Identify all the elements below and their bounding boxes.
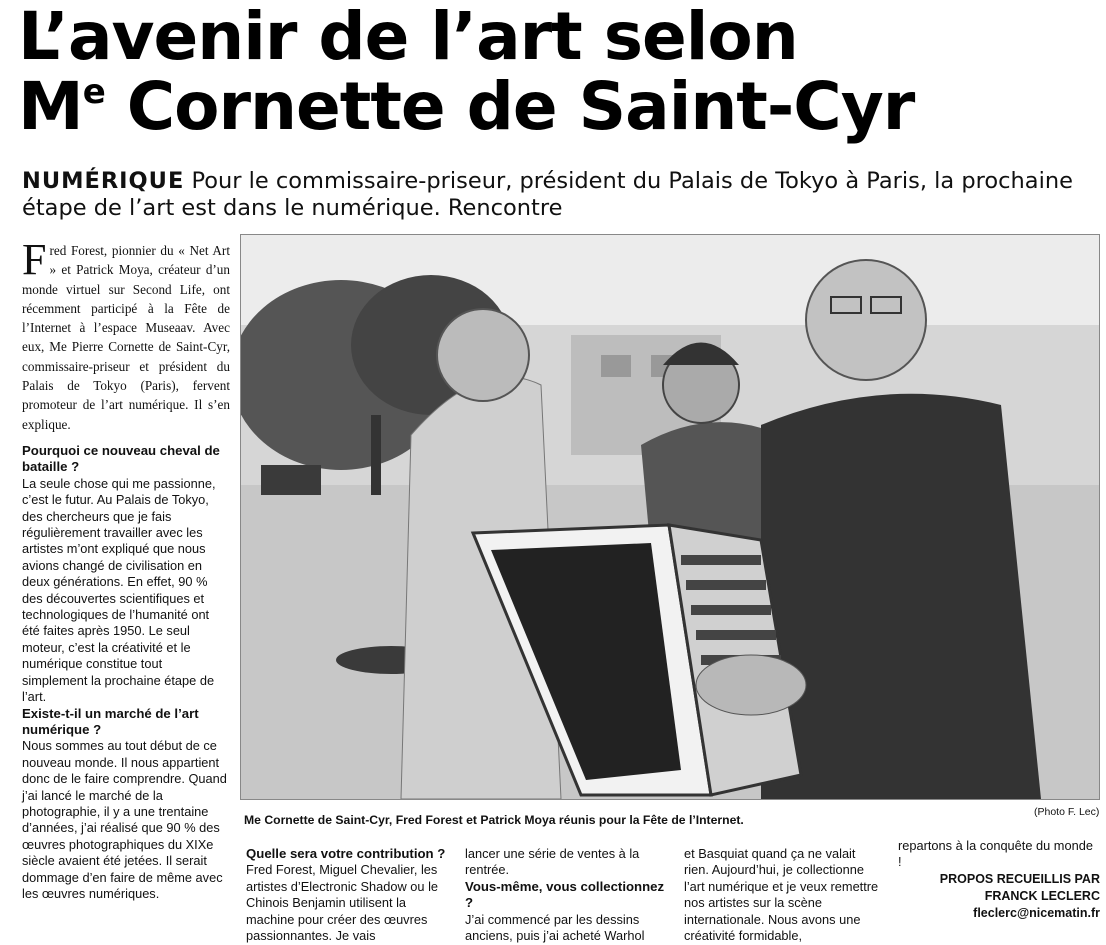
photo-credit: (Photo F. Lec): [1034, 806, 1100, 818]
byline-author: FRANCK LECLERC: [984, 888, 1100, 903]
column-3: [465, 846, 665, 944]
answer-1: La seule chose qui me passionne, c’est le futur. Au Palais de Tokyo, des chercheurs que je fais régulièrement travailler avec les artistes m’ont expliqué que nous avions changé de civilisation en deux générations. En effet, 90 % des découvertes scientifiques et technologiques de l’humanité ont été faites après 1950. Le seul moteur, c’est la créativité et le numérique constitue tout simplement la prochaine étape de l’art.: [22, 475, 216, 705]
answer-2: Nous sommes au tout début de ce nouveau monde. Il nous appartient donc de le faire comprendre. Quand j’ai lancé le marché de la photographie, il y a une trentaine d’années, j’ai réalisé que 90 % des œuvres photographiques du XIXe siècle avaient été jetées. Il serait dommage d’en faire de même avec les œuvres numériques.: [22, 738, 227, 901]
headline-superscript: e: [82, 72, 105, 112]
question-2: Existe-t-il un marché de l’art numérique ?: [22, 705, 199, 737]
headline-line-1: L’avenir de l’art selon: [18, 0, 798, 75]
answer-4-continued: et Basquiat quand ça ne valait rien. Aujourd’hui, je collectionne l’art numérique et je veux remettre nos artistes sur la scène internationale. Nous avons une créativité formidable,: [684, 846, 879, 944]
column-4: [684, 846, 882, 944]
intro-text: red Forest, pionnier du « Net Art » et Patrick Moya, créateur d’un monde virtuel sur Second Life, ont récemment participé à la Fête de l’Internet à l’espace Museaav. Avec eux, Me Pierre Cornette de Saint-Cyr, commissaire-priseur et président du Palais de Tokyo (Paris), fervent promoteur de l’art numérique. Il s’en explique.: [22, 243, 230, 432]
kicker: NUMÉRIQUE: [22, 168, 185, 194]
answer-3-continued: lancer une série de ventes à la rentrée.: [465, 846, 640, 878]
article-photo: [240, 234, 1100, 800]
standfirst-text: Pour le commissaire-priseur, président du Palais de Tokyo à Paris, la prochaine étape de l’art est dans le numérique. Rencontre: [22, 168, 1073, 221]
drop-cap: F: [22, 235, 47, 284]
headline: [18, 0, 1098, 145]
question-1: Pourquoi ce nouveau cheval de bataille ?: [22, 443, 220, 475]
byline-intro: PROPOS RECUEILLIS PAR: [939, 871, 1100, 886]
headline-line-2-rest: Cornette de Saint-Cyr: [104, 68, 915, 145]
answer-4: J’ai commencé par les dessins anciens, puis j’ai acheté Warhol: [465, 911, 645, 944]
column-1: [22, 443, 230, 902]
answer-4-end: repartons à la conquête du monde !: [898, 838, 1093, 870]
author-email: fleclerc@nicematin.fr: [973, 905, 1100, 920]
answer-3: Fred Forest, Miguel Chevalier, les artistes d’Electronic Shadow ou le Chinois Benjamin utilisent la machine pour créer des œuvres passionnantes. Je vais: [246, 862, 439, 944]
question-4: Vous-même, vous collectionnez ?: [465, 878, 665, 911]
photo-illustration: [241, 235, 1099, 799]
column-5: [898, 838, 1100, 922]
question-3: Quelle sera votre contribution ?: [246, 846, 446, 861]
standfirst: [22, 168, 1102, 222]
column-2: [246, 846, 452, 944]
intro-paragraph: [22, 235, 230, 434]
headline-line-2-prefix: M: [18, 68, 83, 145]
photo-caption: Me Cornette de Saint-Cyr, Fred Forest et Patrick Moya réunis pour la Fête de l’Internet.: [244, 813, 744, 827]
